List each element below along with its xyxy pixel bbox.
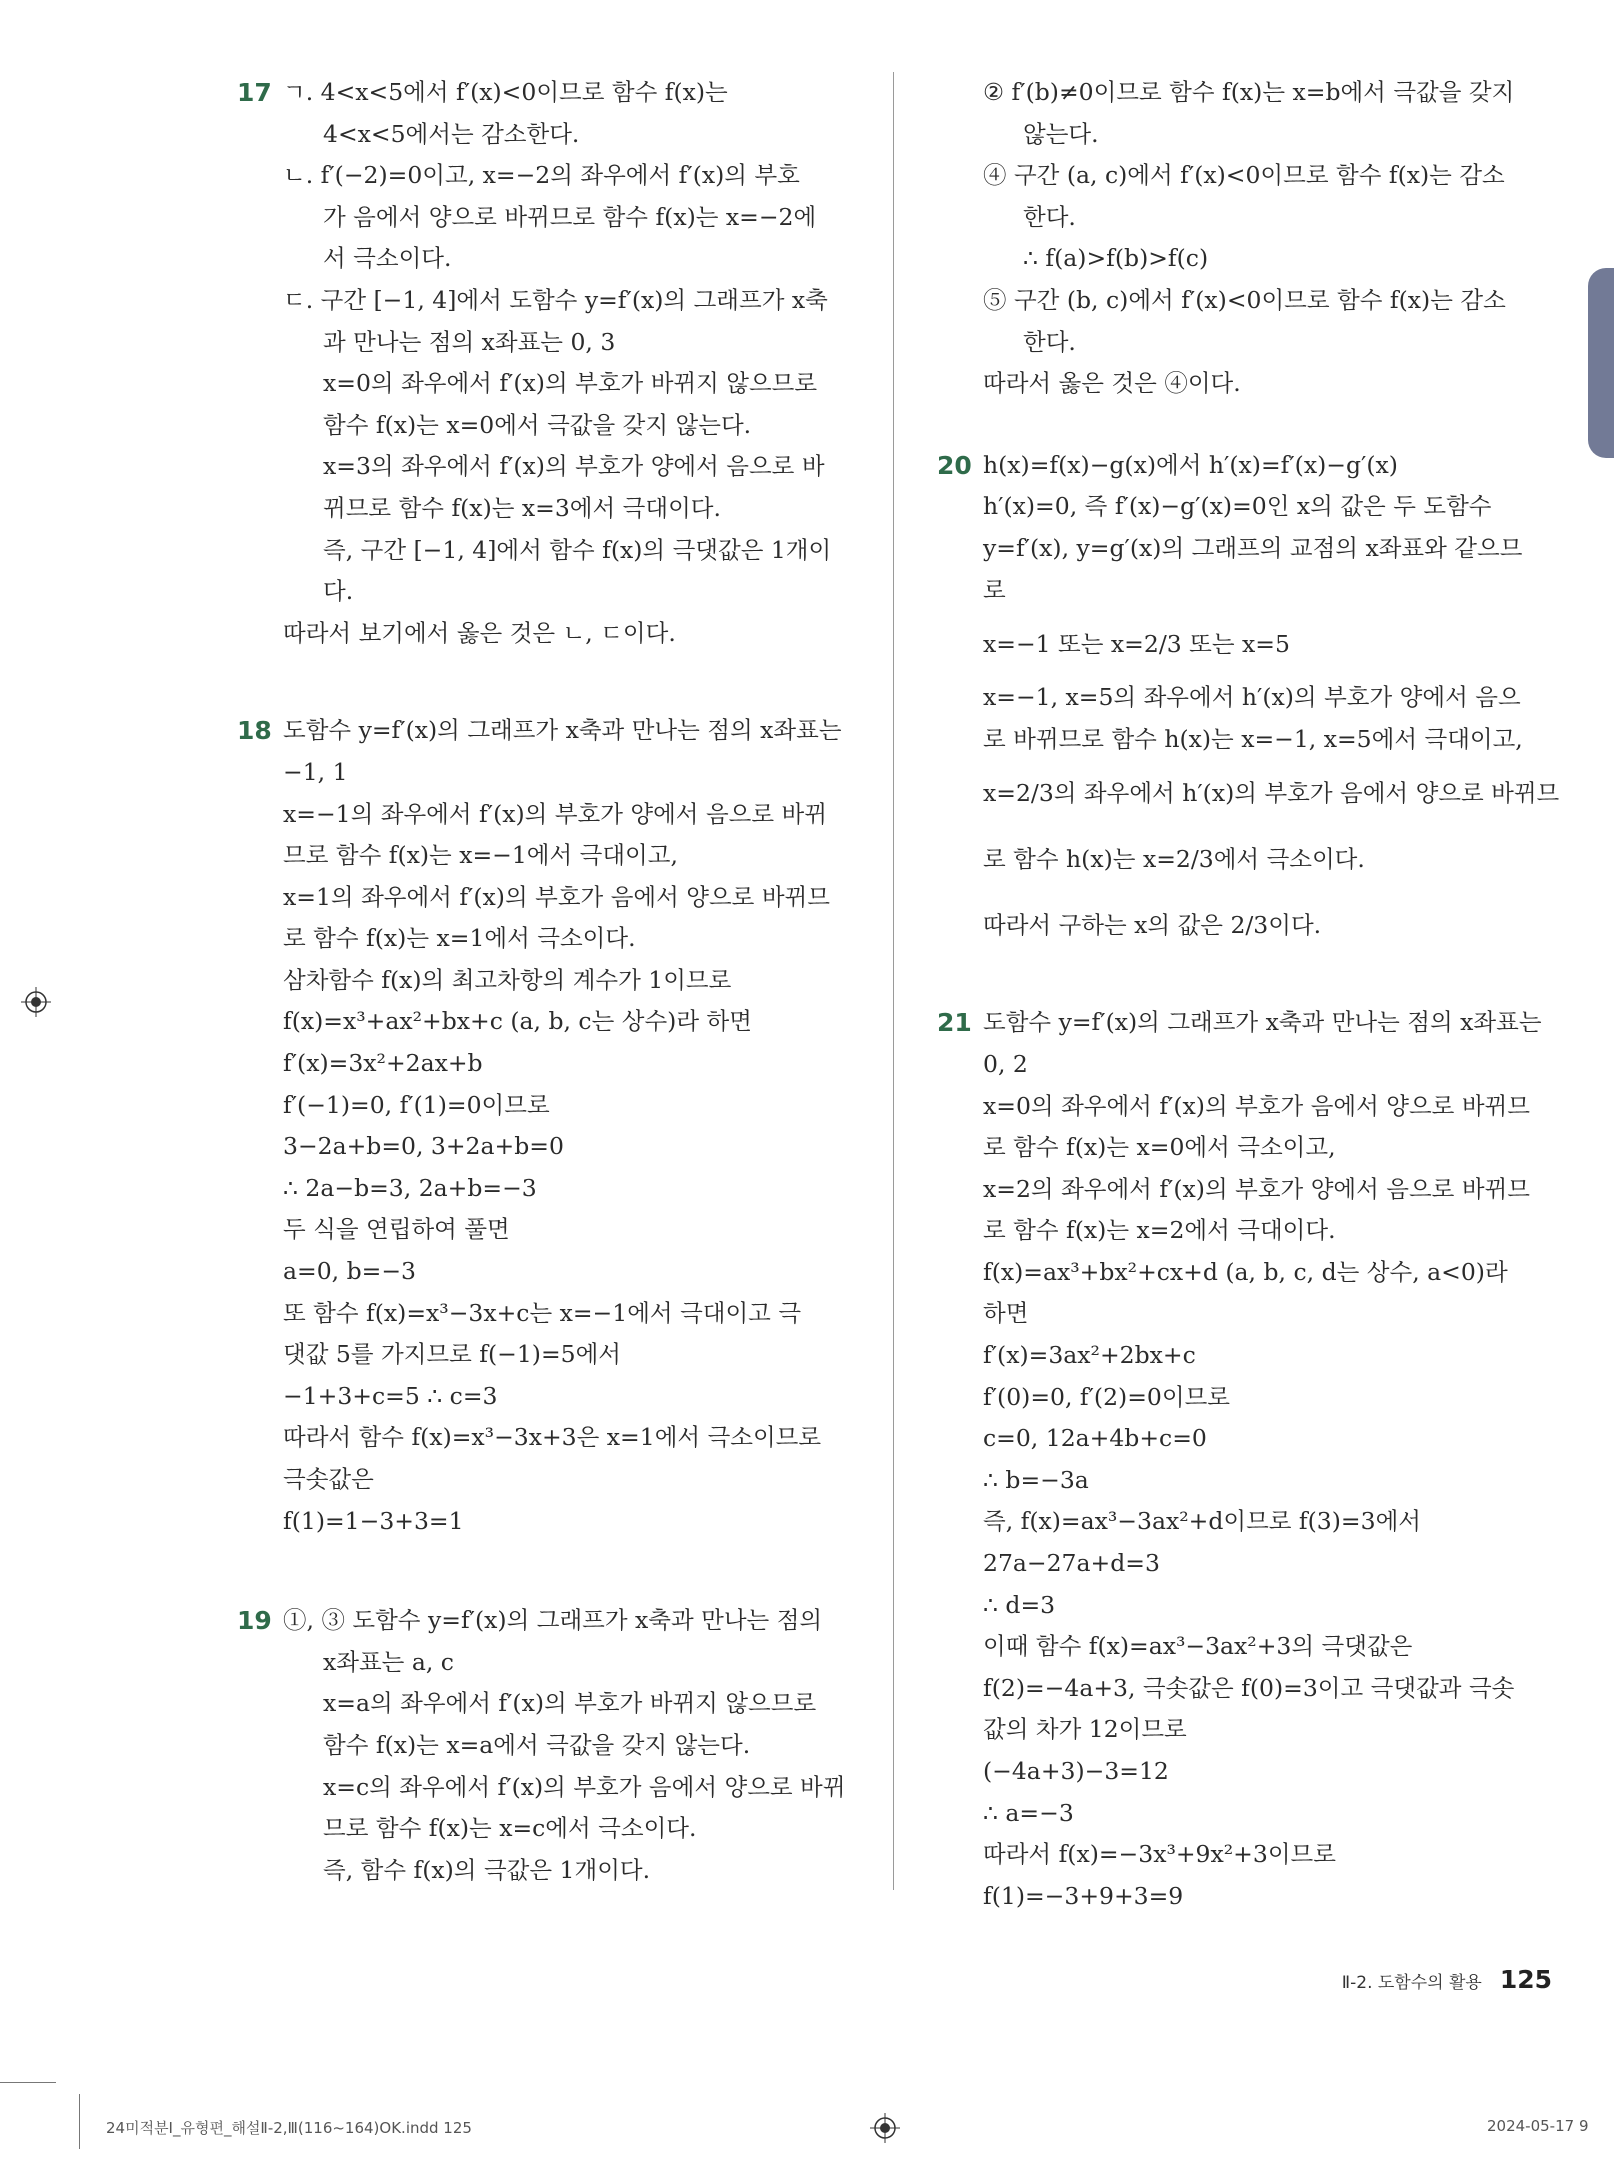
text-line: 따라서 f(x)=−3x³+9x²+3이므로 [983,1840,1336,1869]
text-line: ② f′(b)≠0이므로 함수 f(x)는 x=b에서 극값을 갖지 [983,78,1515,106]
problem-19-continued [937,72,1562,405]
text-line: f′(x)=3ax²+2bx+c [983,1341,1196,1370]
text-line: 한다. [1023,202,1076,231]
text-line: ∴ f(a)>f(b)>f(c) [1023,244,1209,273]
text-line: x=3의 좌우에서 f′(x)의 부호가 양에서 음으로 바 [323,452,825,481]
text-line: 극솟값은 [283,1465,374,1493]
text-line: f(1)=1−3+3=1 [283,1506,464,1535]
text-line: 즉, 함수 f(x)의 극값은 1개이다. [323,1855,651,1884]
text-line: f′(−1)=0, f′(1)=0이므로 [283,1090,550,1119]
text-line: x=2의 좌우에서 f′(x)의 부호가 양에서 음으로 바뀌므 [983,1174,1530,1203]
problem-19-continued-body [983,72,1562,405]
text-line: ①, ③ 도함수 y=f′(x)의 그래프가 x축과 만나는 점의 [283,1606,823,1635]
text-line: y=f′(x), y=g′(x)의 그래프의 교점의 x좌표와 같으므 [983,533,1523,562]
text-line: f′(x)=3x²+2ax+b [283,1049,483,1078]
text-line: 로 바뀌므로 함수 h(x)는 x=−1, x=5에서 극대이고, [983,724,1523,753]
text-line: x=c의 좌우에서 f′(x)의 부호가 음에서 양으로 바뀌 [323,1772,846,1801]
text-line: a=0, b=−3 [283,1257,416,1286]
text-line: ㄴ. f′(−2)=0이고, x=−2의 좌우에서 f′(x)의 부호 [283,161,800,190]
problem-19-body [283,1600,862,1891]
text-line: 로 함수 f(x)는 x=0에서 극소이고, [983,1133,1336,1162]
text-line: 27a−27a+d=3 [983,1549,1160,1578]
text-line: 도함수 y=f′(x)의 그래프가 x축과 만나는 점의 x좌표는 [983,1008,1542,1037]
text-line: x=0의 좌우에서 f′(x)의 부호가 음에서 양으로 바뀌므 [983,1091,1530,1120]
text-line: ∴ d=3 [983,1590,1056,1619]
registration-mark-icon [21,987,51,1017]
text-line: ㄱ. 4<x<5에서 f′(x)<0이므로 함수 f(x)는 [283,78,728,106]
text-line: 로 함수 f(x)는 x=1에서 극소이다. [283,924,636,953]
text-line: x좌표는 a, c [323,1647,454,1676]
text-line: 서 극소이다. [323,244,452,273]
text-line: 함수 f(x)는 x=0에서 극값을 갖지 않는다. [323,410,752,439]
text-line: 함수 f(x)는 x=a에서 극값을 갖지 않는다. [323,1730,751,1759]
text-line: h(x)=f(x)−g(x)에서 h′(x)=f′(x)−g′(x) [983,450,1398,479]
text-line: 댓값 5를 가지므로 f(−1)=5에서 [283,1340,621,1369]
text-line: h′(x)=0, 즉 f′(x)−g′(x)=0인 x의 값은 두 도함수 [983,492,1492,521]
print-file-info: 24미적분Ⅰ_유형편_해설Ⅱ-2,Ⅲ(116~164)OK.indd 125 [106,2119,472,2137]
problem-21 [937,1002,1562,1917]
text-line: 다. [323,577,354,606]
text-line: 4<x<5에서는 감소한다. [323,119,580,148]
text-line: 도함수 y=f′(x)의 그래프가 x축과 만나는 점의 x좌표는 [283,716,842,745]
column-divider [893,72,894,1890]
problem-20 [937,445,1562,959]
problem-21-body [983,1002,1562,1917]
text-line: 또 함수 f(x)=x³−3x+c는 x=−1에서 극대이고 극 [283,1298,802,1327]
problem-number: 20 [937,450,972,480]
text-line: f′(0)=0, f′(2)=0이므로 [983,1382,1230,1411]
text-line: 므로 함수 f(x)는 x=c에서 극소이다. [323,1814,697,1843]
text-line: f(x)=ax³+bx²+cx+d (a, b, c, d는 상수, a<0)라 [983,1257,1508,1286]
page-footer [1342,1965,1552,1994]
text-line: ∴ b=−3a [983,1465,1089,1494]
chapter-side-tab [1588,268,1614,458]
registration-mark-icon [870,2113,900,2143]
text-line: 따라서 함수 f(x)=x³−3x+3은 x=1에서 극소이므로 [283,1423,822,1452]
right-column [937,72,1562,1917]
footer-section-title: Ⅱ-2. 도함수의 활용 [1341,1973,1482,1993]
text-line: 한다. [1023,327,1076,356]
problem-18-body [283,710,862,1542]
text-line: 뀌므로 함수 f(x)는 x=3에서 극대이다. [323,493,721,522]
text-line: x=−1의 좌우에서 f′(x)의 부호가 양에서 음으로 바뀌 [283,799,827,828]
text-line: 이때 함수 f(x)=ax³−3ax²+3의 극댓값은 [983,1632,1413,1661]
problem-17 [237,72,862,654]
problem-number: 21 [937,1008,972,1038]
text-line: 즉, 구간 [−1, 4]에서 함수 f(x)의 극댓값은 1개이 [323,535,832,564]
problem-number: 18 [237,716,272,746]
problem-18 [237,710,862,1542]
text-line: f(x)=x³+ax²+bx+c (a, b, c는 상수)라 하면 [283,1007,752,1036]
text-line: ㄷ. 구간 [−1, 4]에서 도함수 y=f′(x)의 그래프가 x축 [283,285,828,314]
text-line: 하면 [983,1299,1029,1328]
text-line: 로 함수 f(x)는 x=2에서 극대이다. [983,1216,1336,1245]
text-line: x=−1, x=5의 좌우에서 h′(x)의 부호가 양에서 음으 [983,683,1521,712]
text-line: −1+3+c=5 ∴ c=3 [283,1381,498,1410]
text-line: (−4a+3)−3=12 [983,1757,1169,1785]
text-line: 로 [983,575,1006,604]
problem-19 [237,1600,862,1891]
text-line: f(1)=−3+9+3=9 [983,1881,1184,1910]
text-line: 3−2a+b=0, 3+2a+b=0 [283,1132,564,1161]
text-line: ∴ 2a−b=3, 2a+b=−3 [283,1173,537,1202]
text-line: 즉, f(x)=ax³−3ax²+d이므로 f(3)=3에서 [983,1507,1421,1536]
text-line: c=0, 12a+4b+c=0 [983,1424,1207,1453]
text-line: 않는다. [1023,119,1099,148]
left-column [237,72,862,1891]
text-line: ∴ a=−3 [983,1798,1074,1827]
problem-number: 19 [237,1606,272,1636]
print-date-info: 2024-05-17 9 [1487,2117,1589,2135]
crop-mark [0,2082,56,2083]
crop-mark [79,2094,80,2149]
text-line: 가 음에서 양으로 바뀌므로 함수 f(x)는 x=−2에 [323,202,817,231]
text-line: 두 식을 연립하여 풀면 [283,1215,510,1244]
text-line: 므로 함수 f(x)는 x=−1에서 극대이고, [283,841,678,870]
problem-20-body [983,445,1562,959]
text-line: 과 만나는 점의 x좌표는 0, 3 [323,327,616,356]
text-line: 로 함수 h(x)는 x=2/3에서 극소이다. [983,845,1365,874]
page-number: 125 [1499,1965,1552,1994]
text-line: x=−1 또는 x=2/3 또는 x=5 [983,630,1290,659]
text-line: 따라서 보기에서 옳은 것은 ㄴ, ㄷ이다. [283,618,676,647]
text-line: −1, 1 [283,757,348,786]
text-line: 삼차함수 f(x)의 최고차항의 계수가 1이므로 [283,965,732,994]
text-line: 0, 2 [983,1049,1028,1078]
text-line: 따라서 구하는 x의 값은 2/3이다. [983,911,1322,940]
text-line: 따라서 옳은 것은 ④이다. [983,369,1241,398]
problem-17-body [283,72,862,654]
text-line: ⑤ 구간 (b, c)에서 f′(x)<0이므로 함수 f(x)는 감소 [983,285,1506,314]
text-line: 값의 차가 12이므로 [983,1715,1187,1744]
text-line: f(2)=−4a+3, 극솟값은 f(0)=3이고 극댓값과 극솟 [983,1673,1515,1702]
text-line: ④ 구간 (a, c)에서 f′(x)<0이므로 함수 f(x)는 감소 [983,161,1505,190]
text-line: x=1의 좌우에서 f′(x)의 부호가 음에서 양으로 바뀌므 [283,882,830,911]
problem-number: 17 [237,78,272,107]
text-line: x=a의 좌우에서 f′(x)의 부호가 바뀌지 않으므로 [323,1689,817,1718]
text-line: x=0의 좌우에서 f′(x)의 부호가 바뀌지 않으므로 [323,369,818,398]
text-line: x=2/3의 좌우에서 h′(x)의 부호가 음에서 양으로 바뀌므 [983,779,1560,808]
